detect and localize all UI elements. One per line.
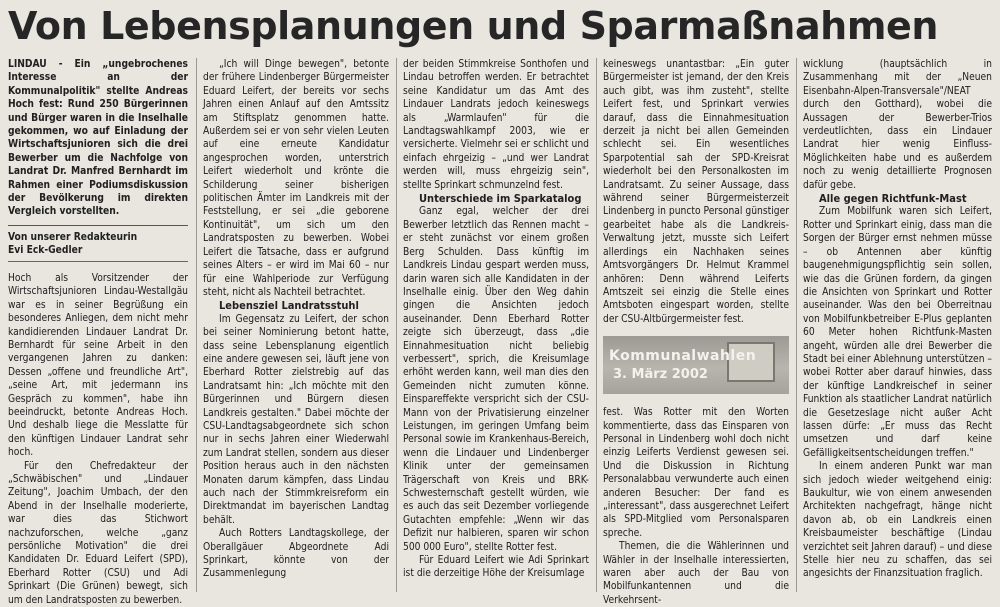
subheading: Unterschiede im Sparkatalog	[419, 192, 582, 206]
divider	[8, 225, 188, 226]
body-paragraph: Zum Mobilfunk waren sich Leifert, Rotter und Sprinkart einig, dass man die Sorgen der Bürger ernst nehmen müsse – ob Antennen aber künftig baugenehmigungspflichtig sein sollen, wie das die Grünen fordern, da gingen die Ansichten von Sprinkart und Rotter auseinander. Was den bei Oberreitnau von Mobilfunkbetreiber E-Plus geplanten 60 Meter hohen Richtfunk-Masten angeht, würden alle drei Bewerber die Stadt bei einer Ablehnung unterstützen – wobei Rotter aber darauf hinwies, dass der künftige Landkreischef in seiner Funktion als staatlicher Landrat natürlich die Gesetzeslage nicht außer Acht lassen dürfe: „Er muss das Recht umsetzen und darf keine Gefälligkeitsentscheidungen treffen."	[803, 206, 992, 459]
column-5	[803, 58, 992, 592]
body-paragraph: Für Eduard Leifert wie Adi Sprinkart ist die derzeitige Höhe der Kreisumlage	[403, 555, 589, 580]
column-1	[8, 58, 188, 606]
column-separator	[196, 58, 197, 592]
body-paragraph: Hoch als Vorsitzender der Wirtschaftsjunioren Lindau-Westallgäu war es in seiner Begrüßung ein besonderes Anliegen, dem nicht mehr kandidierenden Lindauer Landrat Dr. Bernhardt für seine Arbeit in den vergangenen Jahren zu danken: Dessen „offene und freundliche Art", „seine Art, mit jedermann ins Gespräch zu kommen", habe ihn beeindruckt, betonte Andreas Hoch. Und deshalb liege die Messlatte für den künftigen Lindauer Landrat sehr hoch.	[8, 272, 188, 459]
body-paragraph: wicklung (hauptsächlich in Zusammenhang mit der „Neuen Eisenbahn-Alpen-Transversale"/NEAT durch den Gotthard), wobei die Aussagen der Bewerber-Trios verdeutlichten, dass ein Lindauer Landrat hier wenig Einfluss-Möglichkeiten habe und es außerdem noch zu wenig detaillierte Prognosen dafür gebe.	[803, 59, 992, 191]
article-lead	[8, 58, 188, 219]
body-paragraph: keineswegs unantastbar: „Ein guter Bürgermeister ist jemand, der den Kreis auch gibt, was ihm zusteht", stellte Leifert fest, und Sprinkart verwies darauf, dass die Einnahmesituation derzeit ja nicht bei allen Gemeinden schlecht sei. Ein wesentliches Sparpotential sah der SPD-Kreisrat wiederholt bei den Personalkosten im Landratsamt. Zu seiner Aussage, dass während seiner Bürgermeisterzeit Lindenberg in puncto Personal günstiger gearbeitet habe als die Landkreis-Verwaltung jetzt, musste sich Leifert allerdings ein Nachhaken seines Amtsvorgängers Dr. Helmut Krammel anhören: Denn während Leiferts Amtszeit sei einzig die Stelle eines Amtsboten eingespart worden, stellte der CSU-Altbürgermeister fest.	[603, 59, 789, 325]
column-separator	[396, 58, 397, 592]
column-2	[203, 58, 389, 592]
article-headline: Von Lebensplanungen und Sparmaßnahmen	[8, 4, 939, 48]
column-separator	[796, 58, 797, 592]
divider	[8, 261, 188, 262]
election-photo	[603, 336, 789, 394]
body-paragraph: In einem anderen Punkt war man sich jedoch wieder weitgehend einig: Baukultur, wie von einem anwesenden Architekten nachgefragt, hänge nicht davon ab, ob ein Landkreis einen Kreisbaumeister beschäftige (Lindau verzichtet seit Jahren darauf) – und diese Stelle hier neu zu schaffen, das sei angesichts der Finanzsituation fraglich.	[803, 461, 992, 580]
photo-caption-date: 3. März 2002	[613, 367, 708, 383]
lead-paragraph: LINDAU - Ein „ungebrochenes Interesse an der Kommunalpolitik" stellte Andreas Hoch fest: Rund 250 Bürgerinnen und Bürger waren in die Inselhalle gekommen, wo auf Einladung der Wirtschaftsjunioren sich die drei Bewerber um die Nachfolge von Landrat Dr. Manfred Bernhardt im Rahmen einer Podiumsdiskussion der Bevölkerung im direkten Vergleich vorstellten.	[8, 59, 188, 218]
body-paragraph: Ganz egal, welcher der drei Bewerber letztlich das Rennen macht – er steht zunächst vor einem großen Berg Schulden. Dass künftig im Landkreis Lindau gespart werden muss, darin waren sich alle Kandidaten in der Inselhalle einig. Über den Weg dahin gingen die Ansichten jedoch auseinander. Denn Eberhard Rotter zeigte sich überzeugt, dass „die Einnahmesituation nicht beliebig verbessert", sprich, die Kreisumlage erhöht werden kann, weil man dies den Gemeinden nicht zumuten könne. Einspareffekte verspricht sich der CSU-Mann von der Privatisierung einzelner Leistungen, im geringen Umfang beim Personal sowie im Krankenhaus-Bereich, wenn die Lindauer und Lindenberger Klinik unter der gemeinsamen Trägerschaft von Kreis und BRK-Schwesternschaft gestellt würden, wie es auch das seit Dezember vorliegende Gutachten empfehle: „Wenn wir das Defizit nur halbieren, sparen wir schon 500 000 Euro", stellte Rotter fest.	[403, 206, 589, 553]
column-4	[603, 58, 789, 606]
body-paragraph: fest. Was Rotter mit den Worten kommentierte, dass das Einsparen von Personal in Lindenberg wohl doch nicht einzig Leiferts Verdienst gewesen sei. Und die Diskussion in Richtung Personalabbau verwunderte auch einen anderen Besucher: Der fand es „interessant", dass ausgerechnet Leifert als SPD-Mitglied vom Personalsparen spreche.	[603, 407, 789, 539]
byline-label: Von unserer Redakteurin	[8, 231, 138, 243]
subheading: Alle gegen Richtfunk-Mast	[819, 192, 967, 206]
photo-caption-title: Kommunalwahlen	[609, 348, 757, 365]
body-paragraph: Auch Rotters Landtagskollege, der Oberallgäuer Abgeordnete Adi Sprinkart, könnte von der Zusammenlegung	[203, 528, 389, 580]
body-paragraph: Für den Chefredakteur der „Schwäbischen" und „Lindauer Zeitung", Joachim Umbach, der den Abend in der Inselhalle moderierte, war dies das Stichwort nachzuforschen, welche „ganz persönliche Motivation" die drei Kandidaten Dr. Eduard Leifert (SPD), Eberhard Rotter (CSU) und Adi Sprinkart (Die Grünen) bewegt, sich um den Landratsposten zu bewerben.	[8, 460, 188, 606]
body-paragraph: Im Gegensatz zu Leifert, der schon bei seiner Nominierung betont hatte, dass seine Lebensplanung eigentlich eine andere gewesen sei, läuft jene von Eberhard Rotter zielstrebig auf das Landratsamt hin: „Ich möchte mit den Bürgerinnen und Bürgern diesen Landkreis gestalten." Dabei möchte der CSU-Landtagsabgeordnete sich schon nur in sechs Jahren einer Wiederwahl zum Landrat stellen, sondern aus dieser Position heraus auch in den nächsten Monaten darum kämpfen, dass Lindau auch nach der Stimmkreisreform ein Direktmandat im bayerischen Landtag behält.	[203, 313, 389, 526]
body-paragraph: der beiden Stimmkreise Sonthofen und Lindau betroffen werden. Er betrachtet seine Kandidatur um das Amt des Lindauer Landrats jedoch keineswegs als „Warmlaufen" für die Landtagswahlkampf 2003, wie er versicherte. Vielmehr sei er schlicht und einfach ehrgeizig – „und wer Landrat werden will, muss ehrgeizig sein", stellte Sprinkart schmunzelnd fest.	[403, 59, 589, 191]
body-paragraph: Themen, die die Wählerinnen und Wähler in der Inselhalle interessierten, waren aber auch der Bau von Mobilfunkantennen und die Verkehrsent-	[603, 541, 789, 606]
body-paragraph: „Ich will Dinge bewegen", betonte der frühere Lindenberger Bürgermeister Eduard Leifert, der bereits vor sechs Jahren einen Anlauf auf den Amtssitz am Stiftsplatz genommen hatte. Außerdem sei er von sehr vielen Leuten auf eine erneute Kandidatur angesprochen worden, unterstrich Leifert wiederholt und krönte die Schilderung seiner bisherigen politischen Ämter im Landkreis mit der Feststellung, er sei „die geborene Kontinuität", um sich um den Landratsposten zu bewerben. Wobei Leifert die Tatsache, dass er aufgrund seines Alters – er wird im Mai 60 – nur für eine Wahlperiode zur Verfügung steht, nicht als Nachteil betrachtet.	[203, 59, 389, 298]
column-separator	[596, 58, 597, 592]
column-3	[403, 58, 589, 592]
byline-author: Evi Eck-Gedler	[8, 244, 83, 256]
subheading: Lebensziel Landratsstuhl	[219, 299, 359, 313]
